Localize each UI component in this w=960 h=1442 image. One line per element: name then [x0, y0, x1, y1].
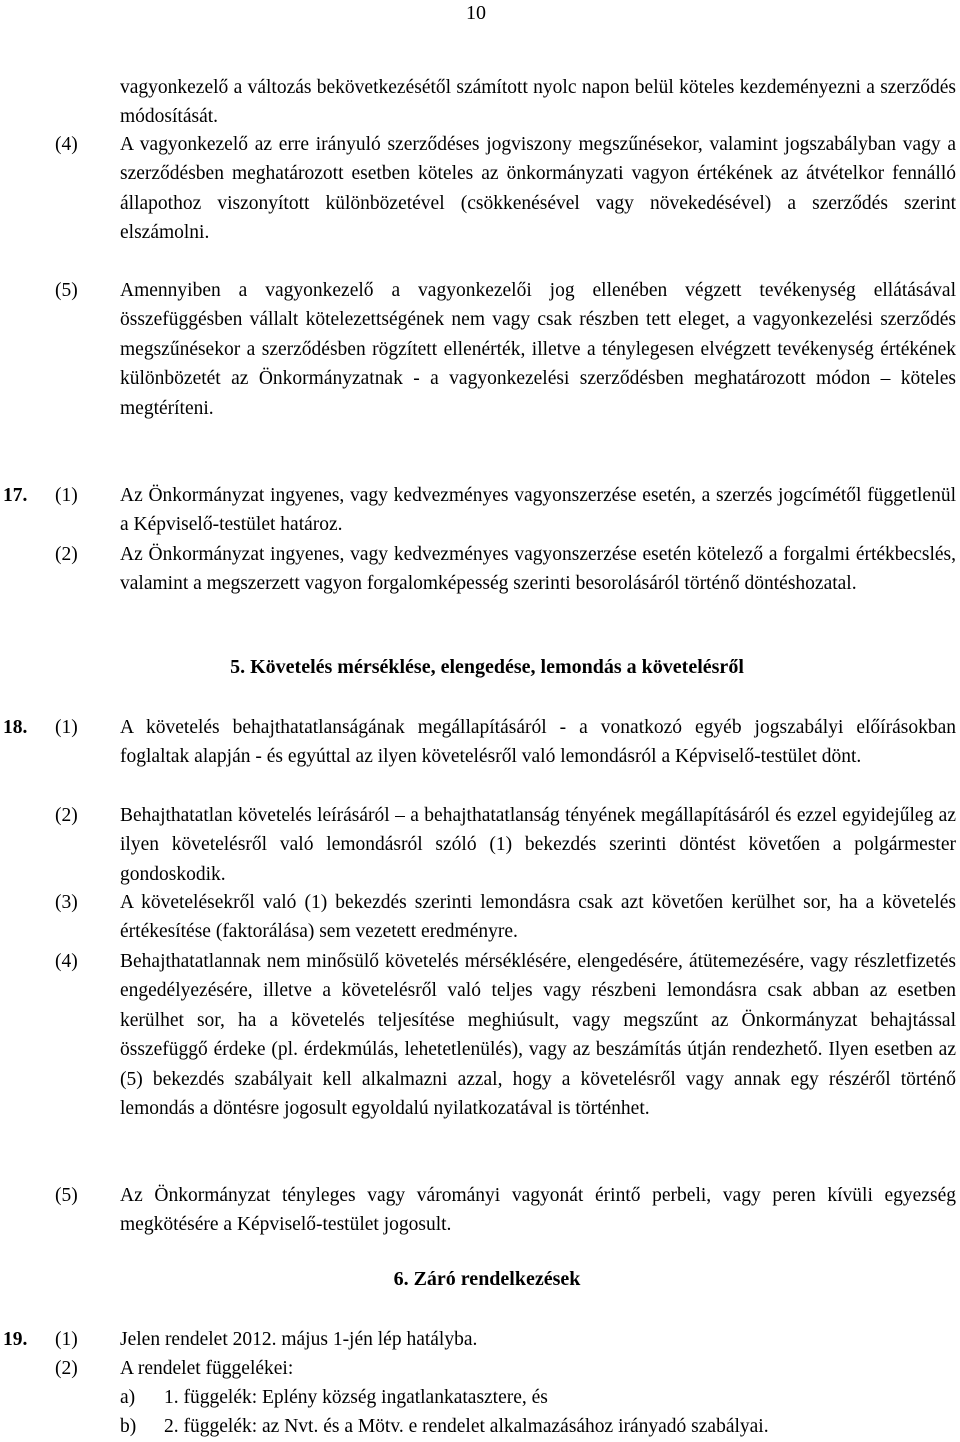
paragraph [55, 888, 956, 947]
paragraph [55, 540, 956, 599]
paragraph-number: (4) [55, 951, 78, 972]
list-item [120, 1383, 548, 1412]
page-number: 10 [466, 2, 486, 24]
section-heading: 6. Záró rendelkezések [393, 1268, 581, 1290]
paragraph-number: (2) [55, 1358, 78, 1379]
paragraph-text: vagyonkezelő a változás bekövetkezésétől számított nyolc napon belül köteles kezdeményezni a szerződés módosítását. [120, 77, 956, 128]
paragraph-number: (4) [55, 134, 78, 155]
paragraph-number: (1) [55, 717, 78, 738]
paragraph-number: (1) [55, 1329, 78, 1350]
paragraph-text: Behajthatatlan követelés leírásáról – a behajthatatlanság tényének megállapításáról és ezzel egyidejűleg az ilyen követelésről való lemondásról szóló (1) bekezdés szerinti döntést követően a polgármester gondoskodik. [120, 805, 956, 885]
list-item-label: b) [120, 1416, 137, 1437]
paragraph-number: (3) [55, 892, 78, 913]
paragraph-text: Az Önkormányzat ingyenes, vagy kedvezményes vagyonszerzése esetén kötelező a forgalmi értékbecslés, valamint a megszerzett vagyon forgalomképesség szerinti besorolásáról történő döntéshozatal. [120, 544, 956, 595]
paragraph-text: A rendelet függelékei: [120, 1358, 294, 1379]
section-number: 19. [3, 1329, 28, 1350]
paragraph-text: A vagyonkezelő az erre irányuló szerződéses jogviszony megszűnésekor, valamint jogszabályban vagy a szerződésben meghatározott esetben köteles az önkormányzati vagyon értékének az átvételkor fennálló állapothoz viszonyított különbözetével (csökkenésével vagy növekedésével) a szerződés szerint elszámolni. [120, 134, 956, 244]
section-number: 18. [3, 717, 28, 738]
paragraph-number: (2) [55, 544, 78, 565]
paragraph [3, 481, 956, 540]
paragraph-text: Az Önkormányzat tényleges vagy várományi vagyonát érintő perbeli, vagy peren kívüli egyezség megkötésére a Képviselő-testület jogosult. [120, 1185, 956, 1236]
paragraph-number: (5) [55, 1185, 78, 1206]
paragraph [55, 801, 956, 889]
paragraph-text: Az Önkormányzat ingyenes, vagy kedvezményes vagyonszerzése esetén, a szerzés jogcímétől függetlenül a Képviselő-testület határoz. [120, 485, 956, 536]
paragraph [55, 73, 956, 132]
paragraph [55, 1354, 956, 1383]
paragraph-text: Amennyiben a vagyonkezelő a vagyonkezelői jog ellenében végzett tevékenység ellátásával összefüggésben vállalt kötelezettségének nem vagy csak részben tett eleget, a vagyonkezelési szerződés megszűnésekor a szerződésben rögzített ellenérték, illetve a ténylegesen elvégzett tevékenység értékének különbözetét az Önkormányzatnak - a vagyonkezelési szerződésben meghatározott módon – köteles megtéríteni. [120, 280, 956, 419]
section-heading: 5. Követelés mérséklése, elengedése, lemondás a követelésről [230, 656, 744, 678]
list-item-text: 1. függelék: Eplény község ingatlankatasztere, és [164, 1387, 548, 1408]
list-item [120, 1412, 769, 1441]
list-item-text: 2. függelék: az Nvt. és a Mötv. e rendelet alkalmazásához irányadó szabályai. [164, 1416, 769, 1437]
paragraph [55, 276, 956, 423]
paragraph [3, 713, 956, 772]
section-number: 17. [3, 485, 28, 506]
paragraph-number: (5) [55, 280, 78, 301]
paragraph-text: A követelés behajthatatlanságának megállapításáról - a vonatkozó egyéb jogszabályi előírásokban foglaltak alapján - és egyúttal az ilyen követelésről való lemondásról a Képviselő-testület dönt. [120, 717, 956, 768]
paragraph [55, 130, 956, 248]
paragraph-text: Jelen rendelet 2012. május 1-jén lép hatályba. [120, 1329, 478, 1350]
paragraph-text: A követelésekről való (1) bekezdés szerinti lemondásra csak azt követően kerülhet sor, ha a követelés értékesítése (faktorálása) sem vezetett eredményre. [120, 892, 956, 943]
paragraph [3, 1325, 956, 1354]
paragraph [55, 947, 956, 1123]
paragraph [55, 1181, 956, 1240]
list-item-label: a) [120, 1387, 136, 1408]
paragraph-number: (1) [55, 485, 78, 506]
paragraph-number: (2) [55, 805, 78, 826]
paragraph-text: Behajthatatlannak nem minősülő követelés mérséklésére, elengedésére, átütemezésére, vagy részletfizetés engedélyezésére, illetve a követelésről való teljes vagy részbeni lemondásra csak abban az esetben kerülhet sor, ha a követelés teljesítése meghiúsult, vagy megszűnt az Önkormányzat behajtással összefüggő érdeke (pl. érdekmúlás, lehetetlenülés), vagy az beszámítás útján rendezhető. Ilyen esetben az (5) bekezdés szabályait kell alkalmazni azzal, hogy a követelésről vagy annak egy részéről történő lemondás a döntésre jogosult egyoldalú nyilatkozatával is történhet. [120, 951, 956, 1120]
